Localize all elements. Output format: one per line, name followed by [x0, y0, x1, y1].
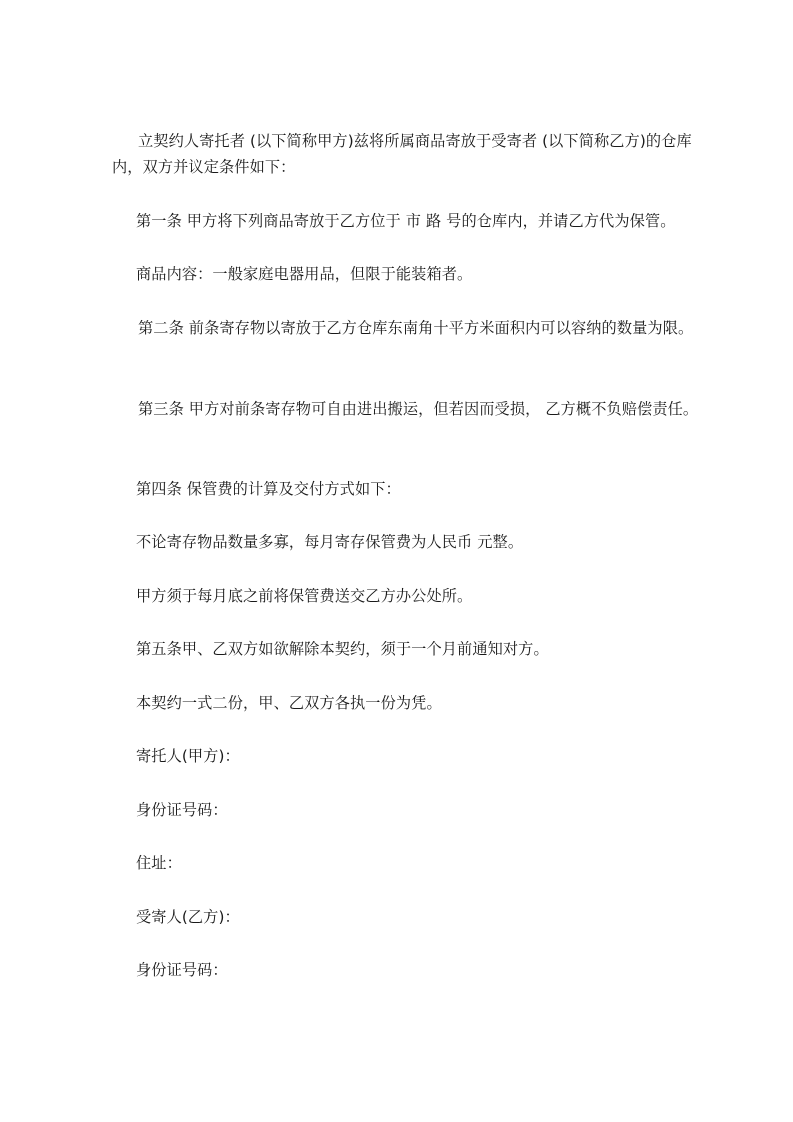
depositor-label: 寄托人(甲方)：: [136, 747, 240, 765]
article-3-paragraph: 第三条 甲方对前条寄存物可自由进出搬运，但若因而受损， 乙方概不负赔偿责任。: [138, 400, 699, 418]
fee-paragraph: 不论寄存物品数量多寡，每月寄存保管费为人民币 元整。: [136, 533, 524, 551]
depositary-id-label: 身份证号码：: [136, 961, 228, 979]
article-1-paragraph: 第一条 甲方将下列商品寄放于乙方位于 市 路 号的仓库内，并请乙方代为保管。: [136, 212, 676, 230]
article-5-paragraph: 第五条甲、乙双方如欲解除本契约，须于一个月前通知对方。: [136, 640, 549, 658]
depositor-id-label: 身份证号码：: [136, 801, 228, 819]
article-2-paragraph: 第二条 前条寄存物以寄放于乙方仓库东南角十平方米面积内可以容纳的数量为限。: [138, 319, 694, 337]
payment-paragraph: 甲方须于每月底之前将保管费送交乙方办公处所。: [136, 587, 473, 605]
address-label: 住址：: [136, 854, 182, 872]
article-4-paragraph: 第四条 保管费的计算及交付方式如下：: [136, 480, 401, 498]
depositary-label: 受寄人(乙方)：: [136, 908, 240, 926]
goods-paragraph: 商品内容：一般家庭电器用品，但限于能装箱者。: [136, 265, 473, 283]
copies-paragraph: 本契约一式二份，甲、乙双方各执一份为凭。: [136, 694, 442, 712]
intro-paragraph: 立契约人寄托者 (以下简称甲方)兹将所属商品寄放于受寄者 (以下简称乙方)的仓库内，双方并议定条件如下：: [112, 132, 692, 176]
